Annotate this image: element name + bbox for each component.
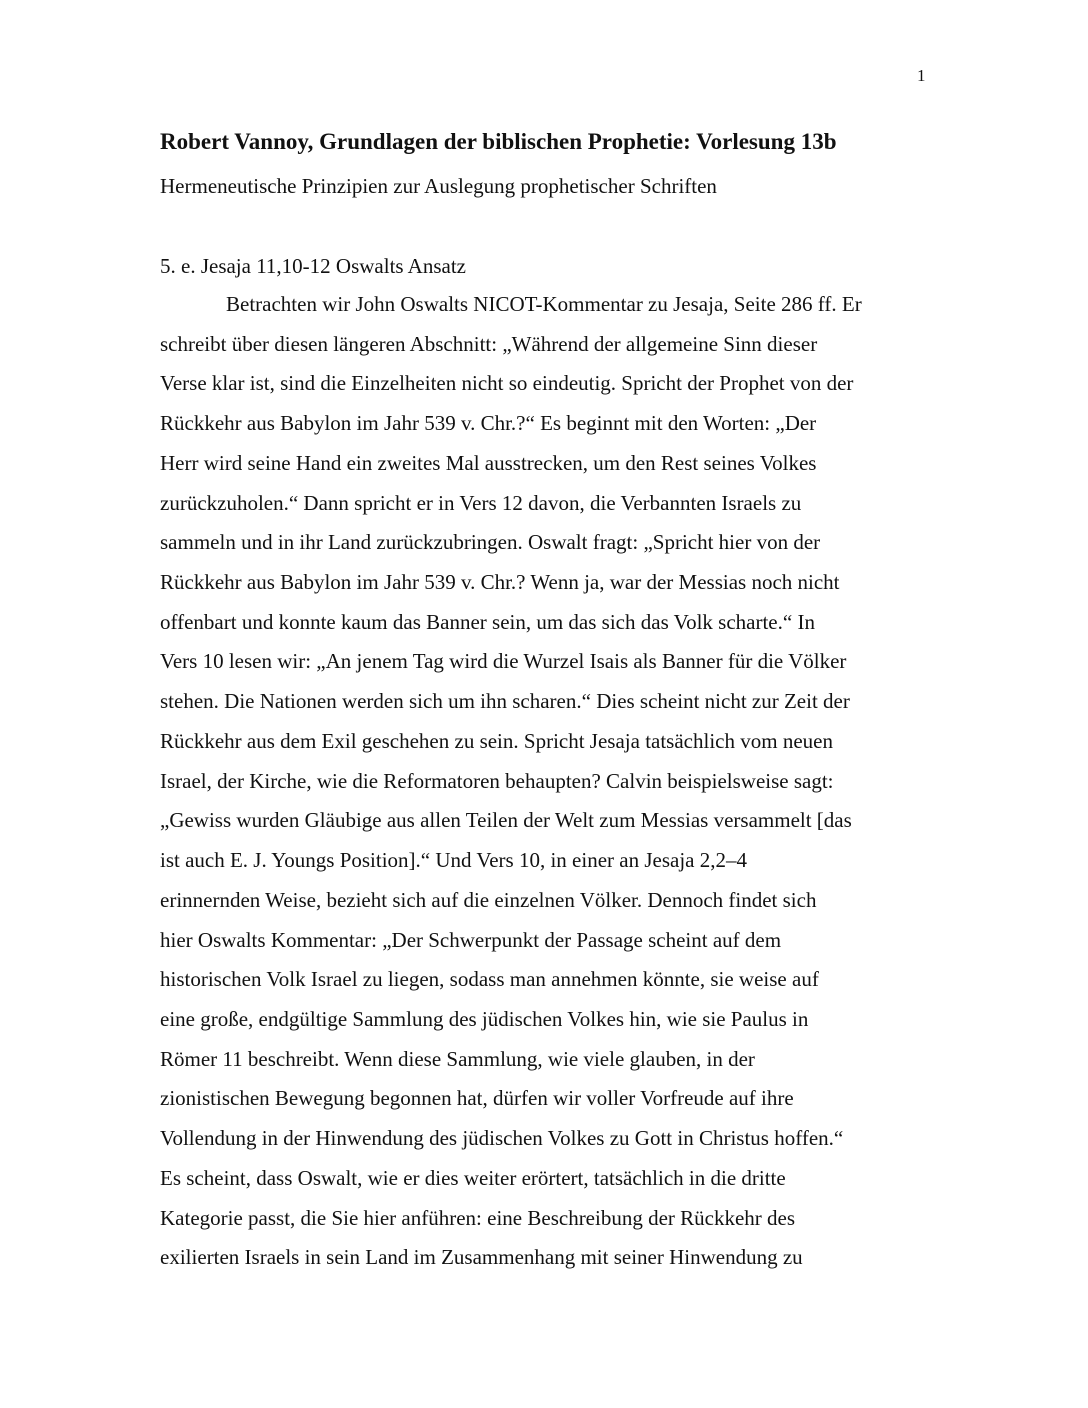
paragraph-line: Herr wird seine Hand ein zweites Mal ausstrecken, um den Rest seines Volkes	[160, 450, 817, 475]
paragraph-line: erinnernden Weise, bezieht sich auf die einzelnen Völker. Dennoch findet sich	[160, 887, 817, 912]
paragraph-line: Rückkehr aus dem Exil geschehen zu sein. Spricht Jesaja tatsächlich vom neuen	[160, 728, 833, 753]
paragraph-line: exilierten Israels in sein Land im Zusammenhang mit seiner Hinwendung zu	[160, 1245, 803, 1270]
paragraph-line: stehen. Die Nationen werden sich um ihn scharen.“ Dies scheint nicht zur Zeit der	[160, 689, 850, 714]
paragraph-line: Vollendung in der Hinwendung des jüdischen Volkes zu Gott in Christus hoffen.“	[160, 1126, 844, 1151]
document-subtitle: Hermeneutische Prinzipien zur Auslegung prophetischer Schriften	[160, 174, 717, 198]
paragraph-line: offenbart und konnte kaum das Banner sein, um das sich das Volk scharte.“ In	[160, 609, 815, 634]
paragraph-line: Betrachten wir John Oswalts NICOT-Kommentar zu Jesaja, Seite 286 ff. Er	[226, 292, 862, 316]
paragraph-line: Es scheint, dass Oswalt, wie er dies weiter erörtert, tatsächlich in die dritte	[160, 1165, 786, 1190]
page-number: 1	[917, 66, 926, 85]
paragraph-line: Rückkehr aus Babylon im Jahr 539 v. Chr.?“ Es beginnt mit den Worten: „Der	[160, 411, 817, 436]
paragraph-line: historischen Volk Israel zu liegen, sodass man annehmen könnte, sie weise auf	[160, 967, 819, 992]
paragraph-line: zurückzuholen.“ Dann spricht er in Vers 12 davon, die Verbannten Israels zu	[160, 490, 802, 515]
paragraph-line: Verse klar ist, sind die Einzelheiten nicht so eindeutig. Spricht der Prophet von der	[160, 371, 854, 396]
paragraph-line: schreibt über diesen längeren Abschnitt: „Während der allgemeine Sinn dieser	[160, 331, 818, 356]
paragraph-line: Römer 11 beschreibt. Wenn diese Sammlung, wie viele glauben, in der	[160, 1046, 755, 1071]
body-paragraph	[160, 285, 930, 1278]
paragraph-line: hier Oswalts Kommentar: „Der Schwerpunkt der Passage scheint auf dem	[160, 927, 782, 952]
paragraph-line: ist auch E. J. Youngs Position].“ Und Vers 10, in einer an Jesaja 2,2–4	[160, 848, 747, 873]
paragraph-line: Vers 10 lesen wir: „An jenem Tag wird die Wurzel Isais als Banner für die Völker	[160, 649, 847, 674]
paragraph-line: eine große, endgültige Sammlung des jüdischen Volkes hin, wie sie Paulus in	[160, 1006, 809, 1031]
document-title: Robert Vannoy, Grundlagen der biblischen Prophetie: Vorlesung 13b	[160, 129, 837, 154]
paragraph-line: Israel, der Kirche, wie die Reformatoren behaupten? Calvin beispielsweise sagt:	[160, 768, 834, 793]
paragraph-line: „Gewiss wurden Gläubige aus allen Teilen der Welt zum Messias versammelt [das	[160, 808, 852, 833]
paragraph-line: zionistischen Bewegung begonnen hat, dürfen wir voller Vorfreude auf ihre	[160, 1086, 794, 1111]
paragraph-line: Kategorie passt, die Sie hier anführen: eine Beschreibung der Rückkehr des	[160, 1205, 796, 1230]
paragraph-line: sammeln und in ihr Land zurückzubringen. Oswalt fragt: „Spricht hier von der	[160, 530, 821, 555]
paragraph-line: Rückkehr aus Babylon im Jahr 539 v. Chr.? Wenn ja, war der Messias noch nicht	[160, 570, 840, 595]
section-heading: 5. e. Jesaja 11,10-12 Oswalts Ansatz	[160, 254, 466, 278]
